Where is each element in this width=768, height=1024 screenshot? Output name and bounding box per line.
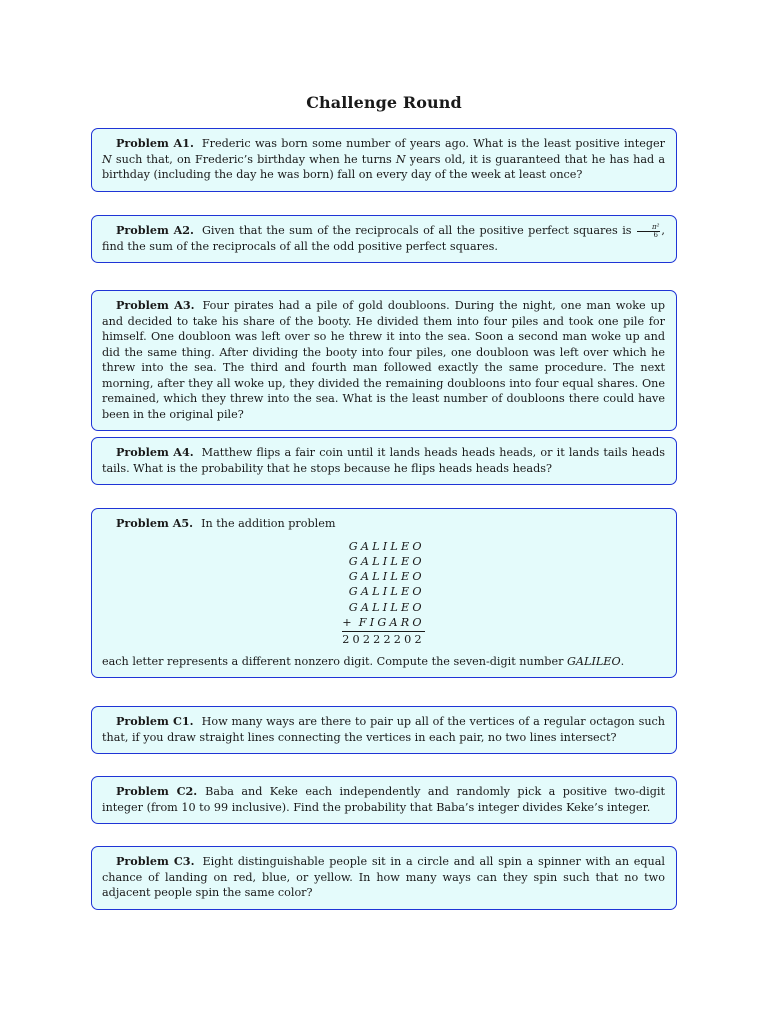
- addend-row: GALILEO: [348, 539, 425, 553]
- problem-text: Problem A5. In the addition problem: [116, 516, 336, 530]
- problem-box-c2: [91, 776, 677, 824]
- problem-label: Problem C2.: [116, 784, 198, 798]
- problem-label: Problem A1.: [116, 136, 194, 150]
- problem-label: Problem A5.: [116, 516, 194, 530]
- problem-box-c1: [91, 706, 677, 754]
- problem-text: Problem A4. Matthew flips a fair coin until it lands heads heads heads, or it lands tails heads tails. What is the probability that he stops because he flips heads heads heads?: [102, 445, 665, 475]
- pi-squared-over-six-fraction: $\frac{\text{π²}}{6}$: [637, 224, 660, 239]
- problem-box-a2: [91, 215, 677, 263]
- problem-box-a3: [91, 290, 677, 431]
- addend-row: GALILEO: [348, 570, 425, 584]
- problem-text: Problem C2. Baba and Keke each independently and randomly pick a positive two-digit integer (from 10 to 99 inclusive). Find the probability that Baba’s integer divides Keke’s integer.: [102, 784, 665, 814]
- problem-text: Problem A3. Four pirates had a pile of gold doubloons. During the night, one man woke up and decided to take his share of the booty. He divided them into four piles and took one pile for himself. One doubloon was left over so he threw it into the sea. Soon a second man woke up and did the same thing. After dividing the booty into four piles, one doubloon was left over which he threw into the sea. The third and fourth man followed exactly the same procedure. The next morning, after they all woke up, they divided the remaining doubloons into four equal shares. One remained, which they threw into the sea. What is the least number of doubloons there could have been in the original pile?: [102, 298, 665, 421]
- problem-text: Problem C1. How many ways are there to pair up all of the vertices of a regular octagon such that, if you draw straight lines connecting the vertices in each pair, no two lines intersect?: [102, 714, 666, 744]
- problem-text: Problem C3. Eight distinguishable people sit in a circle and all spin a spinner with an equal chance of landing on red, blue, or yellow. In how many ways can they spin such that no two adjacent people spin the same color?: [102, 854, 666, 899]
- addend-row: GALILEO: [348, 600, 425, 614]
- problem-box-c3: [91, 846, 677, 910]
- problem-followup-text: each letter represents a different nonzero digit. Compute the seven-digit number GALILEO.: [102, 654, 625, 668]
- problem-label: Problem C3.: [116, 854, 195, 868]
- problem-label: Problem A2.: [116, 223, 194, 237]
- sum-total: 20222202: [342, 633, 425, 647]
- addend-row: GALILEO: [348, 554, 425, 568]
- problem-box-a4: [91, 437, 677, 485]
- last-addend-row: + FIGARO: [342, 615, 425, 629]
- problem-label: Problem C1.: [116, 714, 194, 728]
- page-title: Challenge Round: [306, 93, 462, 112]
- problem-box-a1: [91, 128, 677, 192]
- plus-sign: +: [342, 615, 352, 629]
- addition-column: [342, 539, 425, 648]
- addition-problem: [102, 539, 665, 648]
- problem-text: Problem A1. Frederic was born some number of years ago. What is the least positive integer N such that, on Frederic’s birthday when he turns N years old, it is guaranteed that he has had a birthday (including the day he was born) fall on every day of the week at least once?: [102, 136, 666, 181]
- problem-label: Problem A4.: [116, 445, 194, 459]
- addend-row: GALILEO: [348, 585, 425, 599]
- problem-text: Problem A2. Given that the sum of the reciprocals of all the positive perfect squares is $\frac{\text{π²}}{6}$ , find the sum of the reciprocals of all the odd positive perfect squares.: [102, 222, 665, 253]
- problem-label: Problem A3.: [116, 298, 195, 312]
- problem-box-a5: [91, 508, 677, 678]
